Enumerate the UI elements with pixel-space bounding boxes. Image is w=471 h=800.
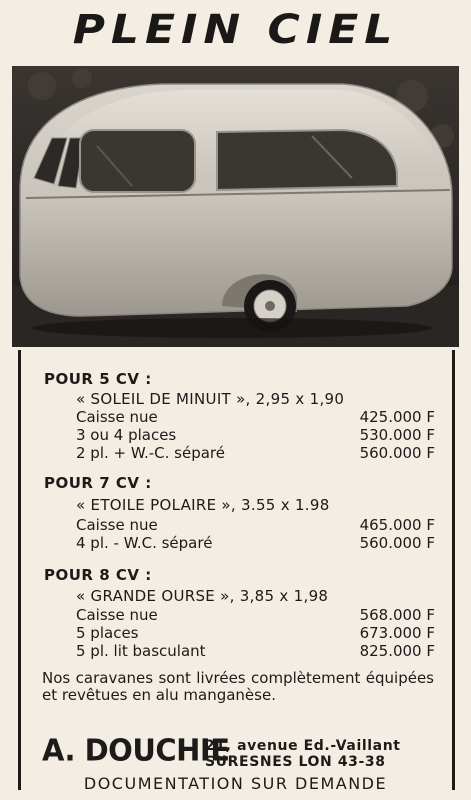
address-line-2: SURESNES LON 43-38: [205, 754, 386, 770]
option-price: 530.000 F: [359, 426, 435, 444]
model-name: « ETOILE POLAIRE », 3.55 x 1.98: [76, 496, 330, 514]
option-price: 673.000 F: [359, 624, 435, 642]
option-label: 5 pl. lit basculant: [76, 642, 206, 660]
model-name: « GRANDE OURSE », 3,85 x 1,98: [76, 587, 329, 605]
documentation-footer: DOCUMENTATION SUR DEMANDE: [83, 774, 388, 793]
option-price: 560.000 F: [359, 534, 435, 552]
option-price: 560.000 F: [359, 444, 435, 462]
option-label: Caisse nue: [76, 606, 158, 624]
option-label: 3 ou 4 places: [76, 426, 177, 444]
option-price: 425.000 F: [359, 408, 435, 426]
model-name: « SOLEIL DE MINUIT », 2,95 x 1,90: [76, 390, 345, 408]
option-label: 2 pl. + W.-C. séparé: [76, 444, 225, 462]
ad-title: PLEIN CIEL: [72, 6, 399, 53]
address-line-1: 21, avenue Ed.-Vaillant: [205, 738, 401, 754]
section-heading: POUR 7 CV :: [44, 474, 152, 492]
option-price: 465.000 F: [359, 516, 435, 534]
caravan-photo: [12, 66, 459, 347]
advertiser-name: A. DOUCHIE: [42, 732, 230, 768]
option-price: 825.000 F: [359, 642, 435, 660]
option-label: 4 pl. - W.C. séparé: [76, 534, 213, 552]
delivery-note: Nos caravanes sont livrées complètement équipées et revêtues en alu manganèse.: [42, 669, 434, 704]
section-heading: POUR 5 CV :: [44, 370, 152, 388]
option-price: 568.000 F: [359, 606, 435, 624]
option-label: Caisse nue: [76, 516, 158, 534]
section-heading: POUR 8 CV :: [44, 566, 152, 584]
option-label: Caisse nue: [76, 408, 158, 426]
option-label: 5 places: [76, 624, 139, 642]
